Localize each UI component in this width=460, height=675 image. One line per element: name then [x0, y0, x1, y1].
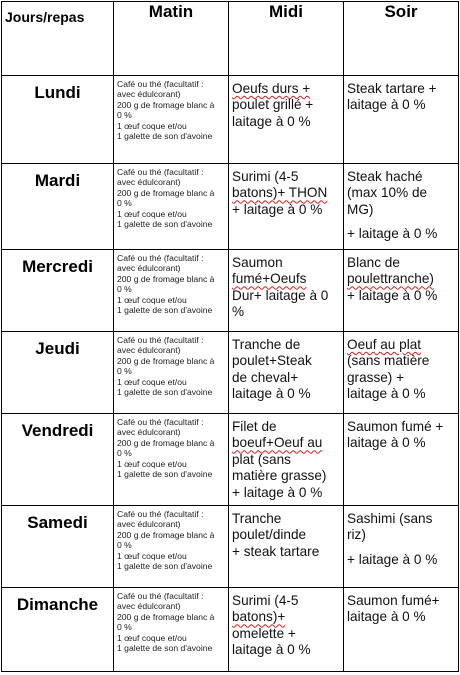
midi-line: laitage à 0 % — [232, 386, 311, 402]
midi-cell — [229, 414, 344, 506]
matin-line: 200 g de fromage blanc à — [117, 355, 215, 366]
soir-line: Oeuf au plat — [347, 337, 422, 352]
soir-cell — [344, 164, 459, 250]
midi-line: Surimi (4-5 — [232, 169, 299, 184]
spacer — [347, 544, 455, 552]
matin-line: 1 galette de son d'avoine — [117, 387, 213, 398]
soir-line: + laitage à 0 % — [347, 551, 438, 567]
soir-line: laitage à 0 % — [347, 609, 426, 625]
day-name: Lundi — [2, 76, 114, 164]
header-soir: Soir — [344, 2, 459, 76]
matin-line: 0 % — [117, 110, 132, 121]
header-matin: Matin — [114, 2, 229, 76]
soir-line: Saumon fumé + — [347, 419, 444, 434]
matin-line: avec édulcorant) — [117, 263, 181, 274]
soir-line: laitage à 0 % — [347, 386, 426, 402]
midi-line: Tranche — [232, 511, 282, 526]
matin-cell — [114, 506, 229, 588]
matin-line: 1 galette de son d'avoine — [117, 643, 213, 654]
soir-line: Steak haché — [347, 169, 423, 184]
matin-line: avec édulcorant) — [117, 89, 181, 100]
matin-line: 1 galette de son d'avoine — [117, 219, 213, 230]
matin-cell — [114, 164, 229, 250]
soir-line: Saumon fumé+ — [347, 593, 440, 608]
matin-line: Café ou thé (facultatif : — [117, 335, 204, 345]
soir-line: grasse) + — [347, 369, 405, 385]
matin-line: Café ou thé (facultatif : — [117, 417, 204, 427]
matin-line: 0 % — [117, 622, 132, 633]
matin-line: 200 g de fromage blanc à — [117, 437, 215, 448]
matin-line: 1 œuf coque et/ou — [117, 632, 187, 643]
midi-line: plat (sans — [232, 451, 291, 467]
midi-line: Oeufs durs + — [232, 81, 311, 96]
day-name: Mardi — [2, 164, 114, 250]
matin-line: avec édulcorant) — [117, 177, 181, 188]
matin-line: 200 g de fromage blanc à — [117, 273, 215, 284]
matin-line: Café ou thé (facultatif : — [117, 79, 204, 89]
header-midi: Midi — [229, 2, 344, 76]
midi-cell — [229, 164, 344, 250]
midi-cell — [229, 250, 344, 332]
matin-line: 200 g de fromage blanc à — [117, 611, 215, 622]
matin-line: 0 % — [117, 198, 132, 209]
table-row — [2, 250, 459, 332]
soir-line: (sans matière — [347, 353, 430, 369]
spacer — [347, 218, 455, 226]
soir-cell — [344, 332, 459, 414]
table-row — [2, 164, 459, 250]
soir-cell — [344, 250, 459, 332]
matin-cell — [114, 250, 229, 332]
matin-line: 1 galette de son d'avoine — [117, 561, 213, 572]
midi-line: % — [232, 304, 245, 320]
table-row — [2, 506, 459, 588]
matin-line: 1 galette de son d'avoine — [117, 131, 213, 142]
midi-line: Tranche de — [232, 337, 301, 352]
meal-plan-table — [1, 1, 459, 672]
soir-cell — [344, 588, 459, 672]
matin-cell — [114, 414, 229, 506]
table-row — [2, 332, 459, 414]
matin-line: 200 g de fromage blanc à — [117, 529, 215, 540]
day-name: Vendredi — [2, 414, 114, 506]
matin-line: 1 galette de son d'avoine — [117, 305, 213, 316]
matin-cell — [114, 588, 229, 672]
midi-line: Surimi (4-5 — [232, 593, 299, 608]
midi-line: fumé+Oeufs — [232, 271, 307, 287]
matin-line: 1 œuf coque et/ou — [117, 120, 187, 131]
midi-line: batons)+ THON — [232, 185, 328, 201]
matin-line: 1 œuf coque et/ou — [117, 458, 187, 469]
matin-line: Café ou thé (facultatif : — [117, 509, 204, 519]
midi-line: Filet de — [232, 419, 277, 434]
midi-line: poulet grillé + — [232, 97, 314, 113]
matin-line: avec édulcorant) — [117, 345, 181, 356]
soir-line: Steak tartare + — [347, 81, 437, 96]
soir-line: + laitage à 0 % — [347, 287, 438, 303]
soir-line: MG) — [347, 201, 374, 217]
soir-cell — [344, 414, 459, 506]
table-row — [2, 414, 459, 506]
midi-line: matière grasse) — [232, 468, 327, 484]
matin-line: 1 œuf coque et/ou — [117, 376, 187, 387]
matin-line: avec édulcorant) — [117, 601, 181, 612]
midi-line: batons)+ — [232, 609, 286, 625]
matin-cell — [114, 332, 229, 414]
day-name: Jeudi — [2, 332, 114, 414]
matin-line: 0 % — [117, 540, 132, 551]
header-days: Jours/repas — [2, 2, 114, 76]
midi-line: poulet/dinde — [232, 527, 307, 543]
matin-line: 1 œuf coque et/ou — [117, 294, 187, 305]
day-name: Mercredi — [2, 250, 114, 332]
matin-cell — [114, 76, 229, 164]
header-row — [2, 2, 459, 76]
soir-line: Sashimi (sans — [347, 511, 433, 526]
soir-cell — [344, 76, 459, 164]
midi-line: Saumon — [232, 255, 283, 270]
soir-line: poulettranche) — [347, 271, 434, 287]
table-row — [2, 76, 459, 164]
matin-line: Café ou thé (facultatif : — [117, 591, 204, 601]
matin-line: Café ou thé (facultatif : — [117, 167, 204, 177]
matin-line: avec édulcorant) — [117, 519, 181, 530]
day-name: Dimanche — [2, 588, 114, 672]
matin-line: 1 œuf coque et/ou — [117, 550, 187, 561]
midi-line: + steak tartare — [232, 543, 320, 559]
midi-line: de cheval+ — [232, 369, 299, 385]
soir-line: riz) — [347, 527, 366, 543]
soir-cell — [344, 506, 459, 588]
soir-line: laitage à 0 % — [347, 435, 426, 451]
matin-line: 1 galette de son d'avoine — [117, 469, 213, 480]
soir-line: laitage à 0 % — [347, 97, 426, 113]
midi-line: poulet+Steak — [232, 353, 312, 369]
matin-line: Café ou thé (facultatif : — [117, 253, 204, 263]
midi-cell — [229, 506, 344, 588]
midi-line: laitage à 0 % — [232, 642, 311, 658]
midi-line: Dur+ laitage à 0 — [232, 287, 329, 303]
matin-line: 200 g de fromage blanc à — [117, 99, 215, 110]
soir-line: (max 10% de — [347, 185, 428, 201]
matin-line: 1 œuf coque et/ou — [117, 208, 187, 219]
midi-line: omelette + — [232, 625, 296, 641]
midi-line: + laitage à 0 % — [232, 201, 323, 217]
soir-line: + laitage à 0 % — [347, 226, 438, 242]
matin-line: 0 % — [117, 366, 132, 377]
midi-cell — [229, 332, 344, 414]
matin-line: 200 g de fromage blanc à — [117, 187, 215, 198]
soir-line: Blanc de — [347, 255, 400, 270]
day-name: Samedi — [2, 506, 114, 588]
matin-line: avec édulcorant) — [117, 427, 181, 438]
matin-line: 0 % — [117, 448, 132, 459]
midi-line: boeuf+Oeuf au — [232, 435, 323, 451]
midi-cell — [229, 588, 344, 672]
midi-cell — [229, 76, 344, 164]
midi-line: laitage à 0 % — [232, 113, 311, 129]
table-row — [2, 588, 459, 672]
midi-line: + laitage à 0 % — [232, 484, 323, 500]
matin-line: 0 % — [117, 284, 132, 295]
